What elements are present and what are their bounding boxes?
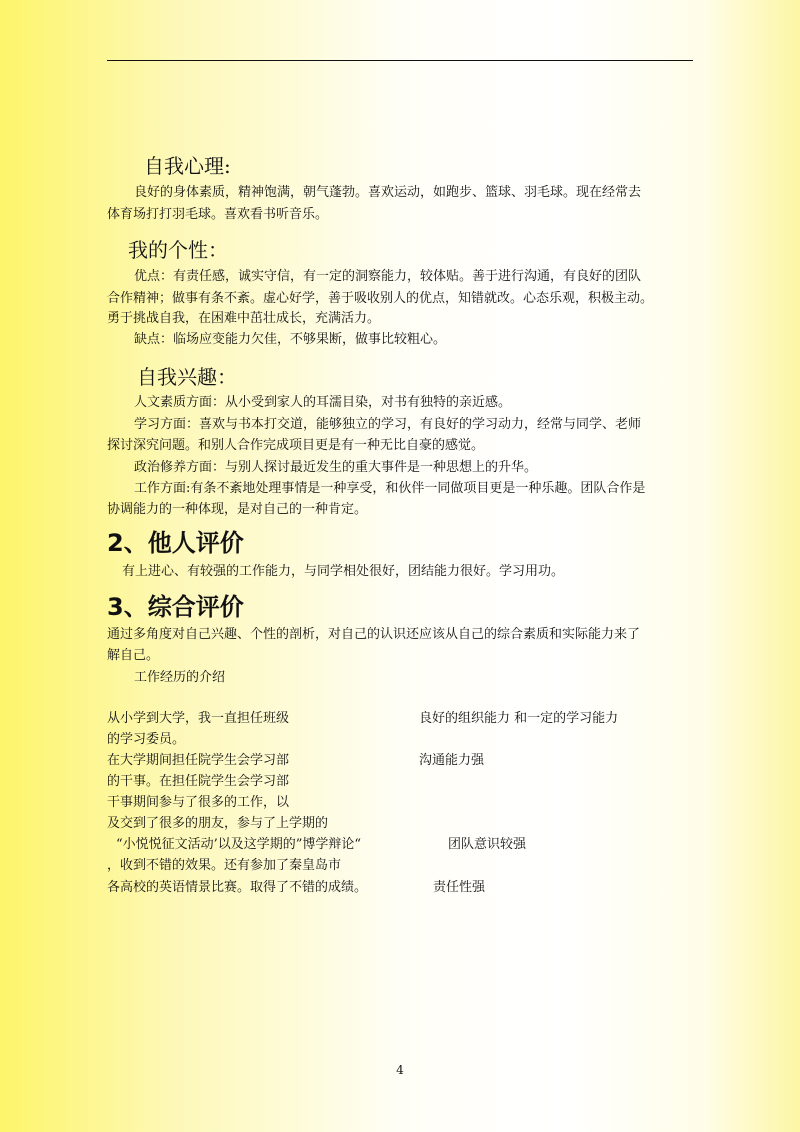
paragraph-line: 优点：有责任感，诚实守信，有一定的洞察能力，较体贴。善于进行沟通，有良好的团队 [134, 269, 642, 284]
ability-item: 沟通能力强 [419, 753, 485, 768]
ability-item: 良好的组织能力 和一定的学习能力 [419, 711, 619, 726]
paragraph-line: 政治修养方面：与别人探讨最近发生的重大事件是一种思想上的升华。 [134, 460, 538, 475]
paragraph-line: 探讨深究问题。和别人合作完成项目更是有一种无比自豪的感觉。 [107, 438, 485, 453]
experience-line: 的干事。在担任院学生会学习部 [107, 774, 290, 789]
paragraph-line: 合作精神；做事有条不紊。虚心好学，善于吸收别人的优点，知错就改。心态乐观，积极主动。 [107, 291, 654, 306]
paragraph-line: 人文素质方面：从小受到家人的耳濡目染，对书有独特的亲近感。 [134, 395, 512, 410]
paragraph-line: 通过多角度对自己兴趣、个性的剖析，对自己的认识还应该从自己的综合素质和实际能力来了 [107, 627, 641, 642]
heading-personality: 我的个性： [128, 238, 228, 262]
experience-line: 在大学期间担任院学生会学习部 [107, 753, 290, 768]
page-number: 4 [396, 1063, 404, 1077]
experience-line: 及交到了很多的朋友，参与了上学期的 [107, 816, 329, 831]
paragraph-line: 良好的身体素质，精神饱满，朝气蓬勃。喜欢运动，如跑步、篮球、羽毛球。现在经常去 [134, 185, 642, 200]
experience-line: 从小学到大学，我一直担任班级 [107, 711, 290, 726]
experience-line: 的学习委员。 [107, 732, 186, 747]
heading-overall-evaluation: 3、综合评价 [107, 593, 244, 621]
experience-line: 各高校的英语情景比赛。取得了不错的成绩。 [107, 880, 368, 895]
paragraph-line: 协调能力的一种体现，是对自己的一种肯定。 [107, 502, 368, 517]
paragraph-line: 缺点：临场应变能力欠佳，不够果断，做事比较粗心。 [134, 332, 447, 347]
ability-item: 团队意识较强 [448, 837, 527, 852]
paragraph-line: 工作方面:有条不紊地处理事情是一种享受，和伙伴一同做项目更是一种乐趣。团队合作是 [134, 481, 646, 496]
heading-others-evaluation: 2、他人评价 [107, 529, 244, 557]
work-experience-intro: 工作经历的介绍 [134, 670, 226, 685]
paragraph-line: 有上进心、有较强的工作能力，与同学相处很好，团结能力很好。学习用功。 [122, 564, 565, 579]
paragraph-line: 体育场打打羽毛球。喜欢看书听音乐。 [107, 207, 329, 222]
paragraph-line: 解自己。 [107, 648, 160, 663]
paragraph-line: 勇于挑战自我，在困难中茁壮成长，充满活力。 [107, 311, 381, 326]
heading-self-psychology: 自我心理: [144, 154, 231, 178]
experience-line: ，收到不错的效果。还有参加了秦皇岛市 [107, 858, 342, 873]
experience-line: 干事期间参与了很多的工作，以 [107, 795, 290, 810]
heading-interests: 自我兴趣： [137, 365, 237, 389]
ability-item: 责任性强 [433, 880, 486, 895]
header-rule [107, 60, 693, 61]
paragraph-line: 学习方面：喜欢与书本打交道，能够独立的学习，有良好的学习动力，经常与同学、老师 [134, 417, 642, 432]
experience-line: “小悦悦征文活动’以及这学期的”博学辩论“ [116, 837, 362, 852]
